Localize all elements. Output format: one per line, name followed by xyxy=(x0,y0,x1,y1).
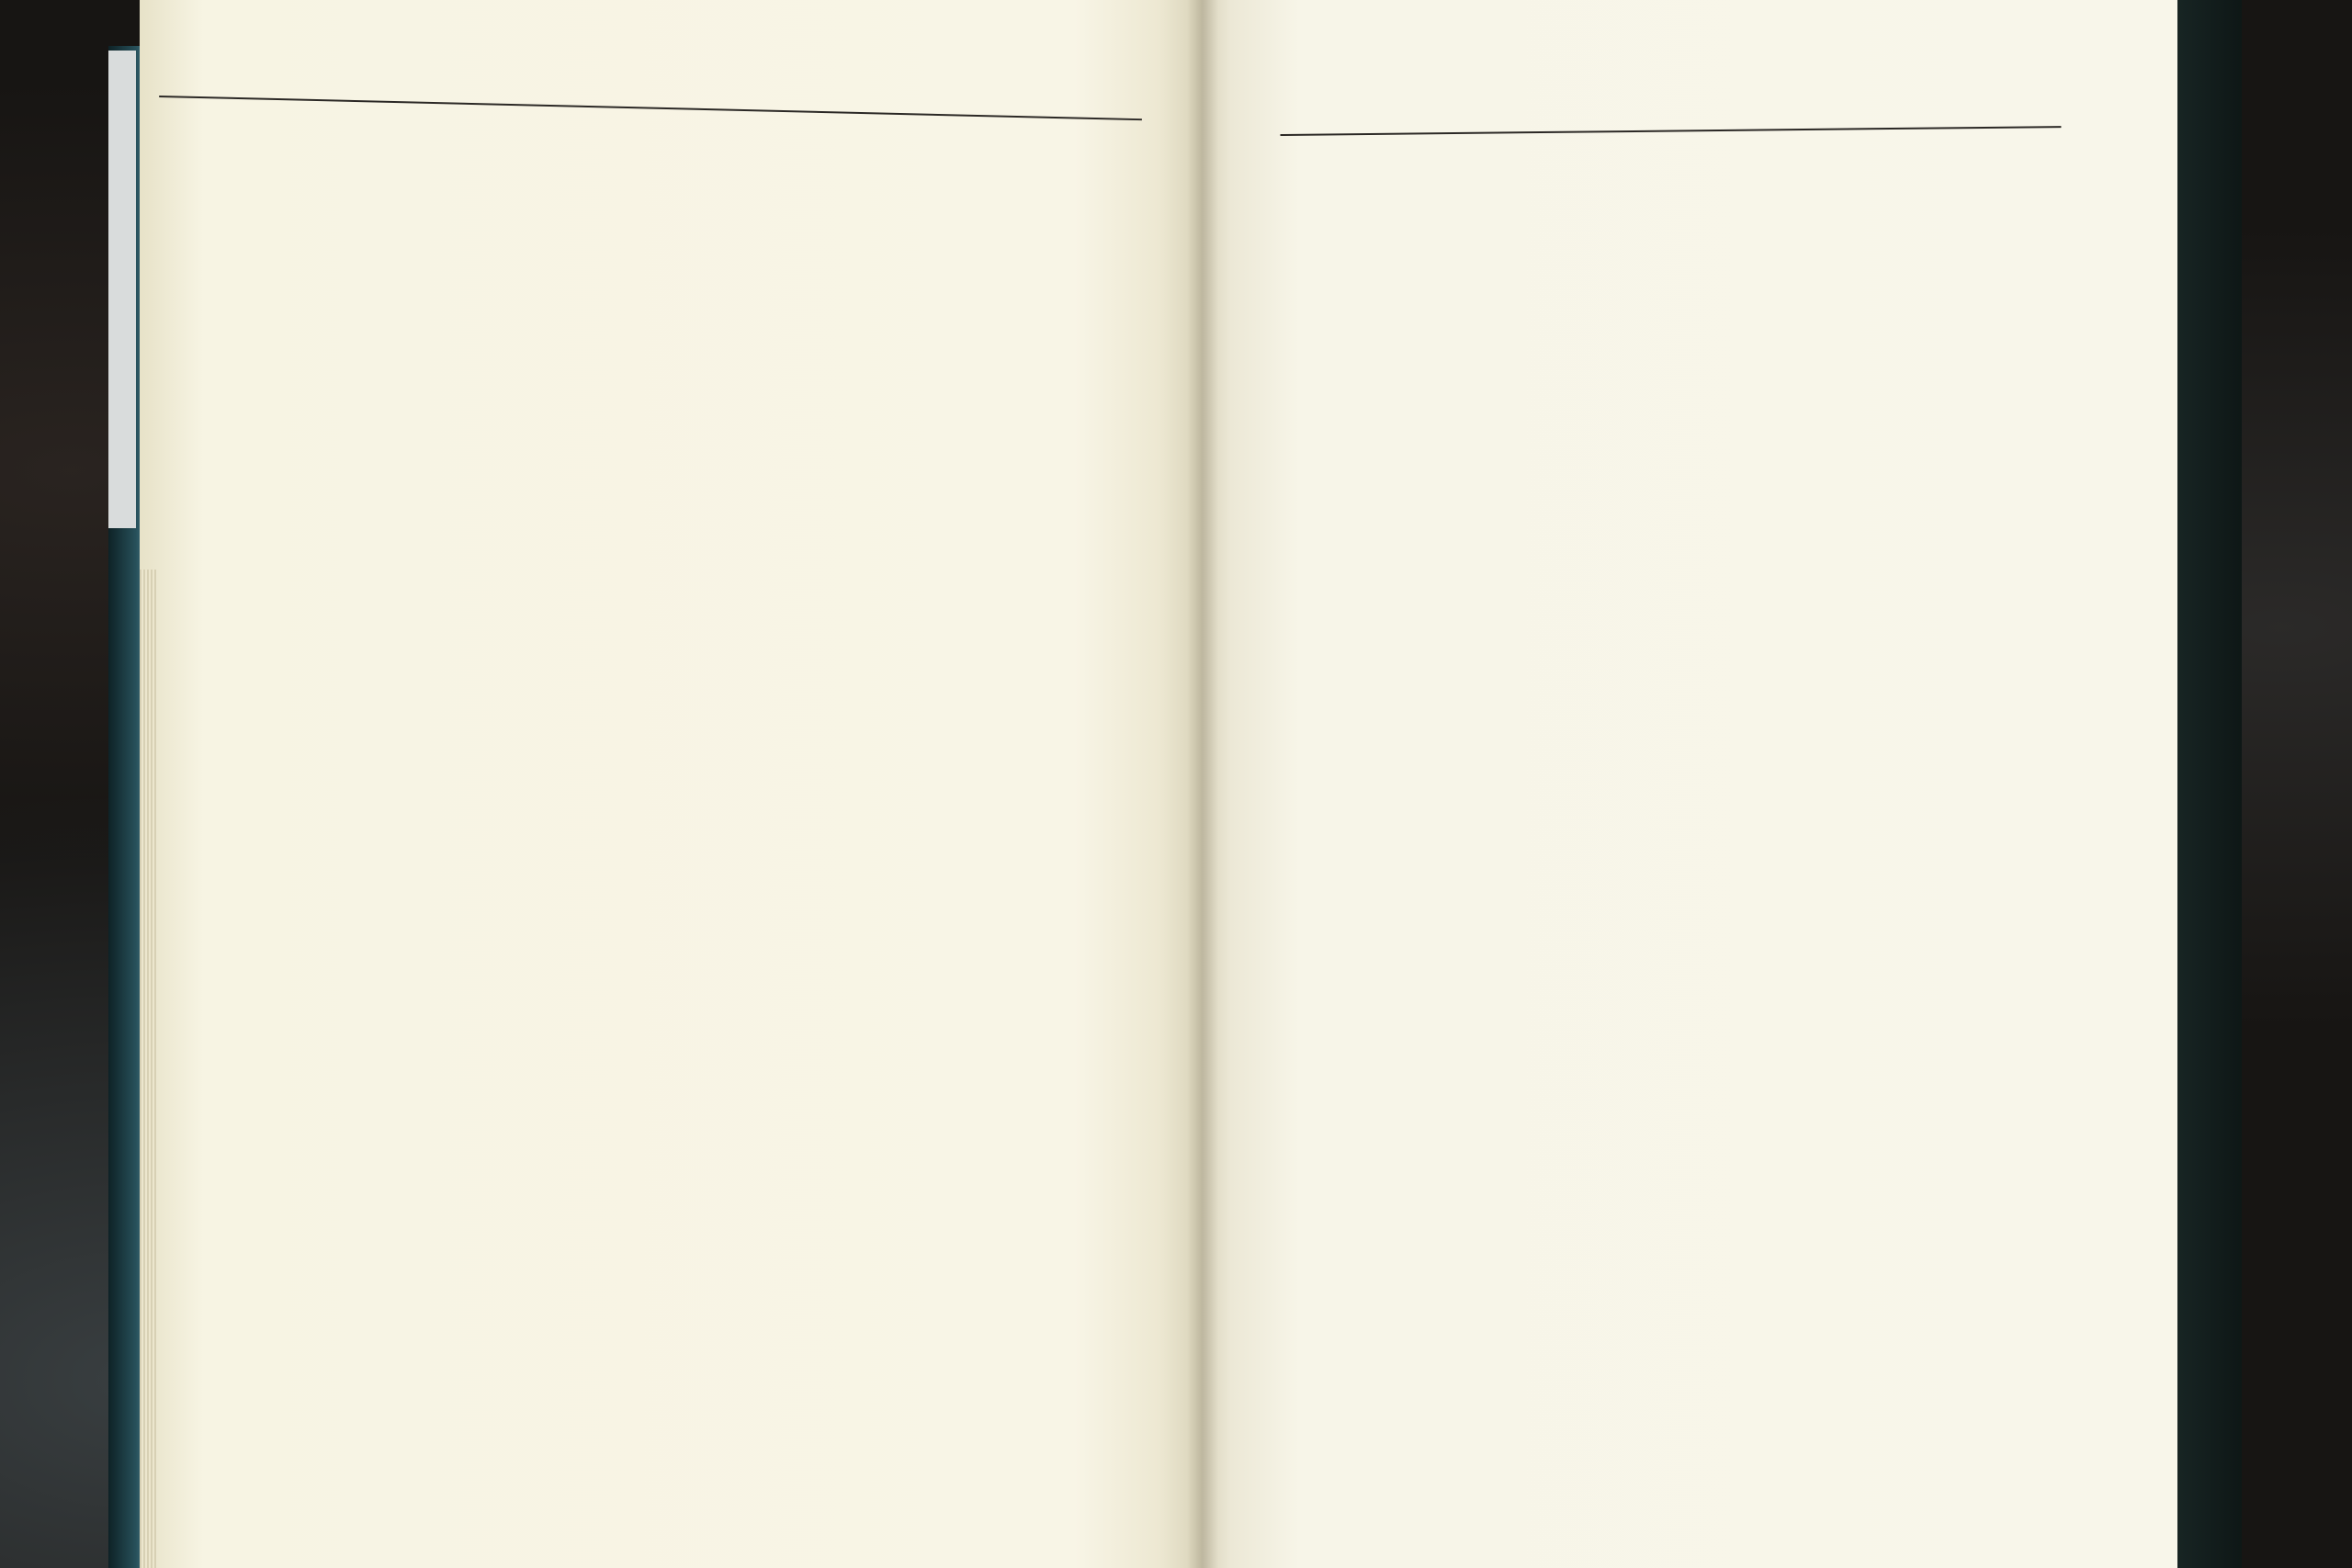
book-gutter xyxy=(1187,0,1218,1568)
left-page xyxy=(140,0,1202,1568)
page-edges xyxy=(140,570,156,1568)
right-page-header xyxy=(1280,84,2061,136)
right-page-content xyxy=(1280,84,2062,158)
right-page xyxy=(1202,0,2177,1568)
cover-white-strip xyxy=(108,51,136,528)
